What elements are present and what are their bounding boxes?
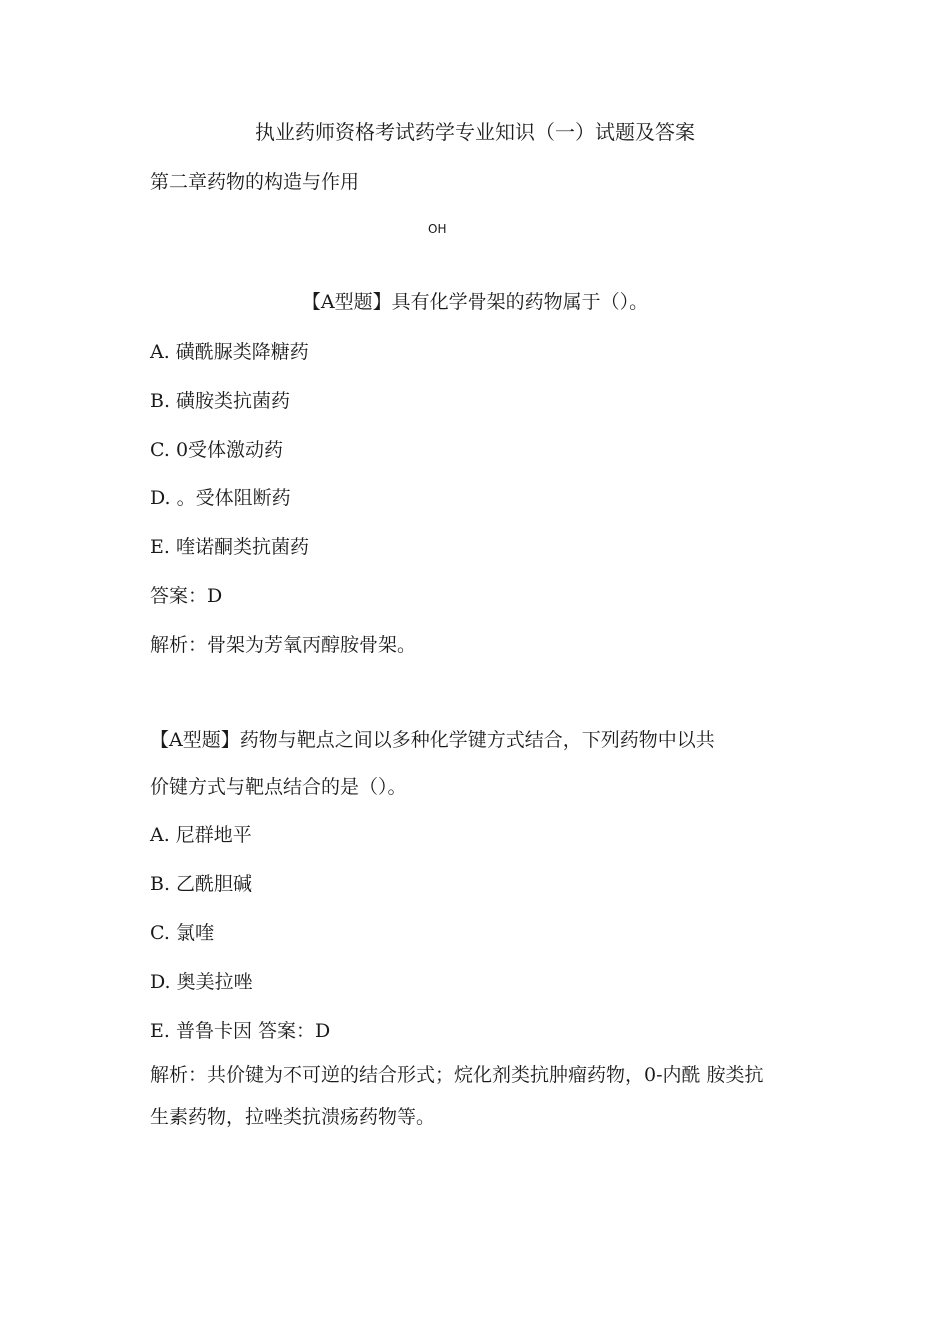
question-2-stem-line-2: 价键方式与靶点结合的是（）。 (150, 776, 407, 798)
document-title: 执业药师资格考试药学专业知识（一）试题及答案 (255, 120, 695, 144)
question-1-stem: 【A型题】具有化学骨架的药物属于（）。 (301, 291, 649, 313)
question-2-option-a: A. 尼群地平 (150, 824, 252, 846)
chapter-heading: 第二章药物的构造与作用 (150, 171, 360, 193)
question-1-option-a: A. 磺酰脲类降糖药 (150, 341, 309, 363)
question-2-option-d: D. 奥美拉唑 (150, 971, 253, 993)
question-1-option-c: C. 0受体激动药 (150, 439, 284, 461)
chemical-structure-label: OH (428, 222, 447, 236)
question-2-option-e-and-answer: E. 普鲁卡因 答案：D (150, 1020, 331, 1042)
question-1-option-b: B. 磺胺类抗菌药 (150, 390, 291, 412)
question-2-stem-line-1: 【A型题】药物与靶点之间以多种化学键方式结合，下列药物中以共 (150, 729, 715, 751)
question-1-option-d: D. 。受体阻断药 (150, 487, 291, 509)
question-1-analysis: 解析：骨架为芳氧丙醇胺骨架。 (150, 634, 417, 656)
question-2-option-b: B. 乙酰胆碱 (150, 873, 253, 895)
question-1-option-e: E. 喹诺酮类抗菌药 (150, 536, 309, 558)
question-2-analysis-line-1: 解析：共价键为不可逆的结合形式；烷化剂类抗肿瘤药物，0-内酰 胺类抗 (150, 1064, 764, 1086)
question-2-option-c: C. 氯喹 (150, 922, 214, 944)
question-2-analysis-line-2: 生素药物，拉唑类抗溃疡药物等。 (150, 1106, 436, 1128)
question-1-answer: 答案：D (150, 585, 223, 607)
